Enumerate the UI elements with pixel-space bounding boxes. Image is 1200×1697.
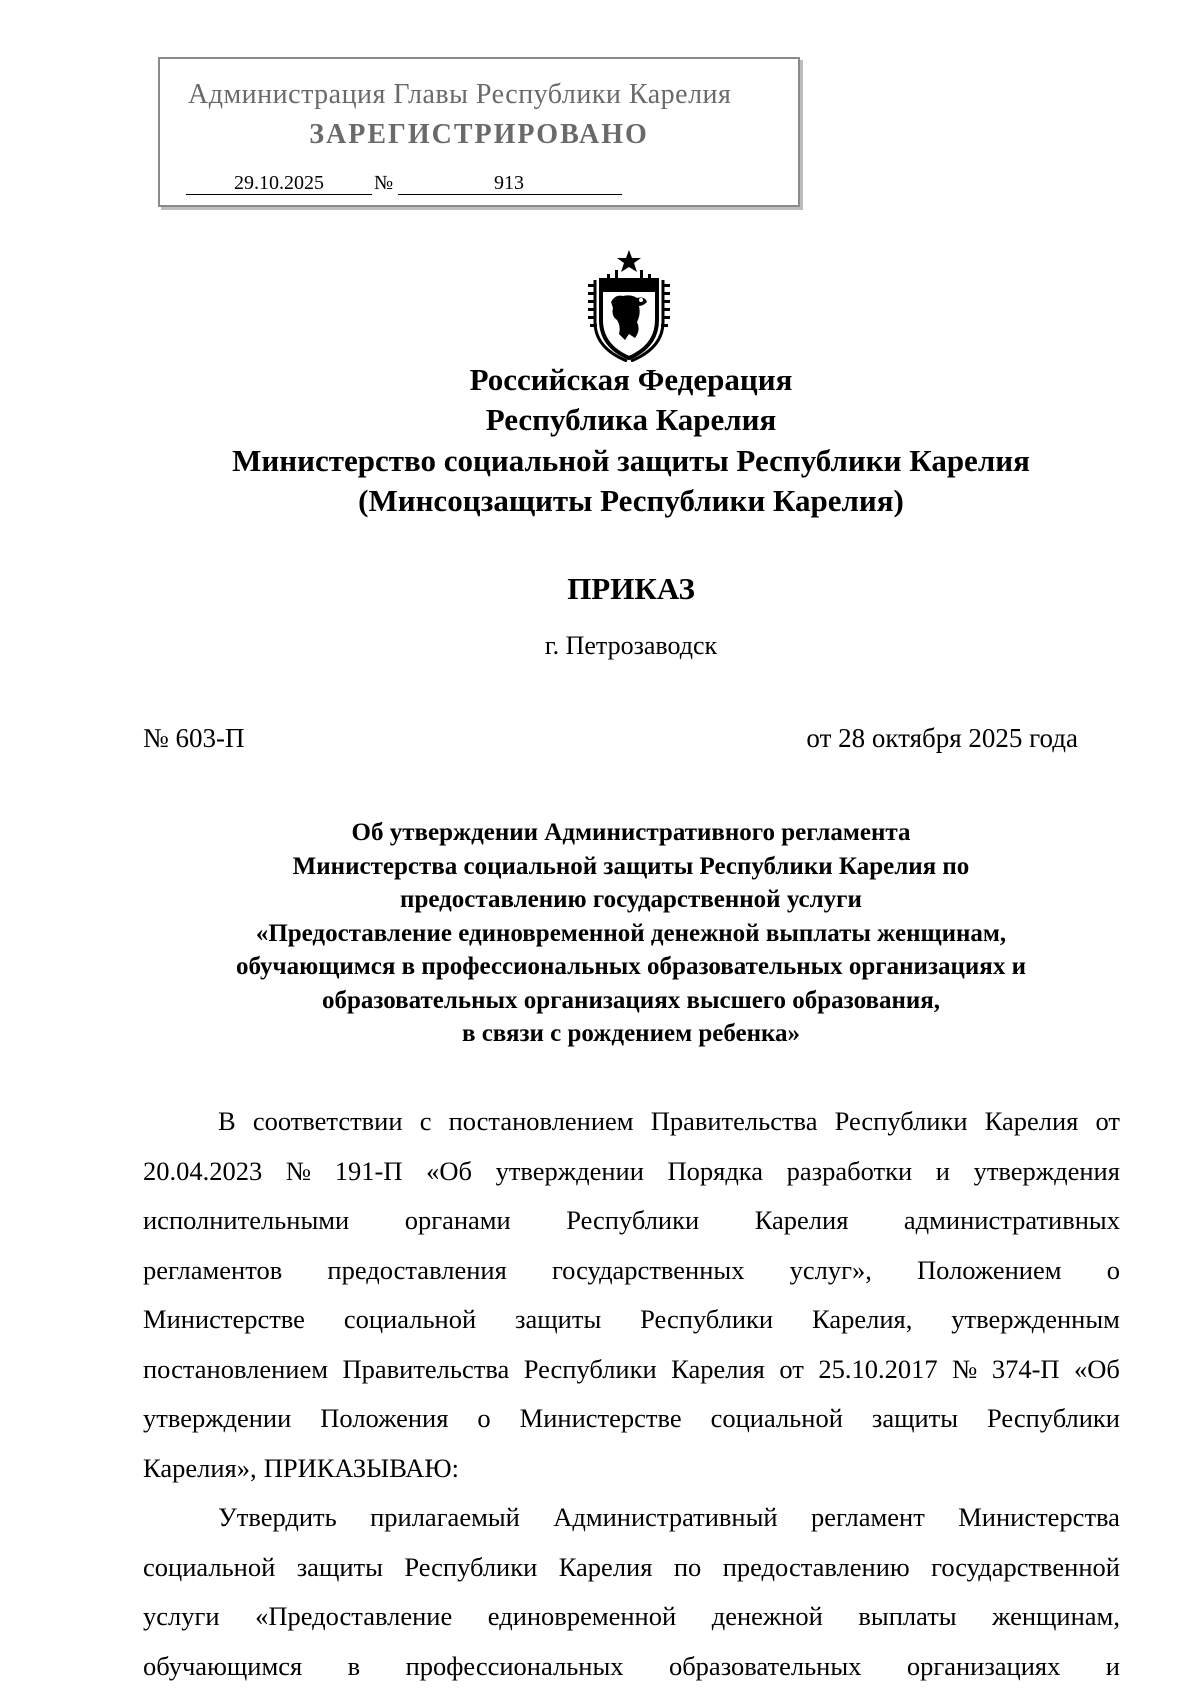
header-ministry-short: (Минсоцзащиты Республики Карелия) — [358, 483, 904, 518]
word: «Об — [1074, 1353, 1120, 1384]
header-country: Российская Федерация — [469, 362, 793, 397]
word: денежной — [711, 1601, 823, 1631]
word: Положения — [320, 1403, 449, 1433]
order-city: г. Петрозаводск — [544, 631, 718, 660]
paragraph-line — [143, 1543, 1120, 1593]
word: регламентов — [143, 1254, 283, 1285]
word: услуги — [143, 1601, 220, 1631]
word: № — [952, 1353, 978, 1384]
word: утвержденным — [951, 1304, 1120, 1334]
word: от — [1095, 1106, 1120, 1136]
word: защиты — [296, 1551, 383, 1582]
word: органами — [404, 1205, 511, 1235]
word: Карелия — [984, 1106, 1079, 1136]
word: государственной — [931, 1551, 1120, 1582]
word: выплаты — [858, 1601, 957, 1631]
word: 20.04.2023 — [143, 1155, 263, 1186]
subject-line: предоставлению государственной услуги — [400, 886, 862, 913]
word: защиты — [871, 1403, 959, 1433]
word: единовременной — [487, 1601, 677, 1631]
word: 191-П — [334, 1155, 403, 1186]
order-title: ПРИКАЗ — [567, 571, 695, 606]
paragraph-line — [143, 1592, 1120, 1642]
word: постановлением — [143, 1353, 328, 1384]
subject-line: образовательных организациях высшего образования, — [321, 986, 941, 1014]
word: «Об — [426, 1155, 472, 1186]
word: Административный — [553, 1502, 778, 1532]
word: постановлением — [448, 1106, 634, 1136]
registration-stamp — [158, 57, 800, 207]
word: Правительства — [650, 1106, 818, 1136]
paragraph-line — [143, 1097, 1120, 1147]
word: Карелия, — [812, 1304, 913, 1334]
word: Республики — [987, 1403, 1120, 1433]
word: 25.10.2017 — [818, 1353, 938, 1384]
word: Республики — [834, 1106, 968, 1136]
paragraph-line — [143, 1642, 1120, 1692]
paragraph-line — [143, 1345, 1120, 1395]
header-republic: Республика Карелия — [485, 402, 777, 437]
word: № — [285, 1155, 312, 1186]
subject-line: обучающимся в профессиональных образовательных организациях и — [236, 953, 1026, 980]
stamp-registered: ЗАРЕГИСТРИРОВАНО — [309, 119, 649, 150]
word: от — [779, 1353, 804, 1384]
word: социальной — [710, 1403, 843, 1433]
order-number: № 603-П — [143, 723, 245, 753]
word: образовательных — [668, 1650, 862, 1681]
word: и — [935, 1155, 950, 1186]
word: женщинам, — [992, 1601, 1120, 1631]
word: утверждении — [143, 1403, 292, 1433]
word: Республики — [404, 1551, 538, 1582]
stamp-authority: Администрация Главы Республики Карелия — [188, 79, 732, 110]
word: прилагаемый — [370, 1502, 520, 1532]
paragraph-line — [143, 1246, 1120, 1296]
word: услуг», — [789, 1254, 872, 1285]
word: ПРИКАЗЫВАЮ: — [263, 1452, 460, 1483]
subject-line: в связи с рождением ребенка» — [461, 1020, 801, 1047]
word: утверждения — [973, 1155, 1120, 1186]
word: Карелия — [671, 1353, 765, 1384]
word: защиты — [515, 1304, 602, 1334]
word: Министерства — [958, 1502, 1120, 1532]
word: Карелия», — [143, 1452, 257, 1483]
paragraph-line — [143, 1493, 1120, 1543]
word: Министерстве — [519, 1403, 682, 1433]
word: В — [218, 1106, 236, 1136]
word: Министерстве — [143, 1304, 305, 1334]
word: о — [1106, 1254, 1120, 1285]
word: по — [673, 1551, 702, 1582]
word: Правительства — [342, 1353, 510, 1384]
word: предоставления — [327, 1254, 507, 1285]
word: Карелия — [754, 1205, 849, 1235]
header-ministry: Министерство социальной защиты Республики Карелия — [232, 443, 1030, 478]
stamp-number-sign: № — [374, 172, 394, 194]
word: предоставлению — [722, 1551, 910, 1582]
word: Положением — [917, 1254, 1062, 1285]
stamp-number: 913 — [398, 172, 622, 195]
word: разработки — [786, 1155, 913, 1186]
subject-line: Министерства социальной защиты Республики Карелия по — [292, 852, 970, 880]
paragraph-line — [143, 1394, 1120, 1444]
word: Утвердить — [218, 1502, 337, 1532]
word: Республики — [566, 1205, 700, 1235]
word: 374-П — [991, 1353, 1060, 1384]
word: в — [347, 1650, 361, 1681]
word: административных — [903, 1205, 1120, 1235]
body-paragraph-1 — [143, 1097, 1120, 1493]
word: государственных — [551, 1254, 745, 1285]
word: и — [1105, 1650, 1120, 1681]
word: утверждении — [495, 1155, 644, 1186]
paragraph-line — [143, 1147, 1120, 1197]
paragraph-line — [143, 1196, 1120, 1246]
paragraph-line — [143, 1295, 1120, 1345]
word: организациях — [906, 1650, 1061, 1681]
word: Республики — [523, 1353, 657, 1384]
word: обучающимся — [143, 1650, 303, 1681]
subject-line: Об утверждении Административного регламента — [351, 819, 911, 846]
subject-line: «Предоставление единовременной денежной выплаты женщинам, — [255, 919, 1007, 947]
word: социальной — [143, 1551, 276, 1582]
word: с — [419, 1106, 432, 1136]
word: Карелия — [558, 1551, 653, 1582]
word: социальной — [343, 1304, 477, 1334]
word: профессиональных — [405, 1650, 624, 1681]
stamp-date: 29.10.2025 — [186, 172, 372, 195]
karelia-coat-of-arms-icon — [581, 250, 677, 362]
body-paragraph-2 — [143, 1493, 1120, 1691]
word: регламент — [811, 1502, 925, 1532]
paragraph-line — [143, 1444, 1120, 1494]
word: соответствии — [252, 1106, 403, 1136]
order-subject — [0, 816, 1200, 1051]
word: Республики — [640, 1304, 774, 1334]
word: Порядка — [667, 1155, 764, 1186]
word: исполнительными — [143, 1205, 350, 1235]
word: «Предоставление — [255, 1601, 453, 1631]
word: о — [477, 1403, 491, 1433]
order-date: от 28 октября 2025 года — [806, 723, 1078, 753]
